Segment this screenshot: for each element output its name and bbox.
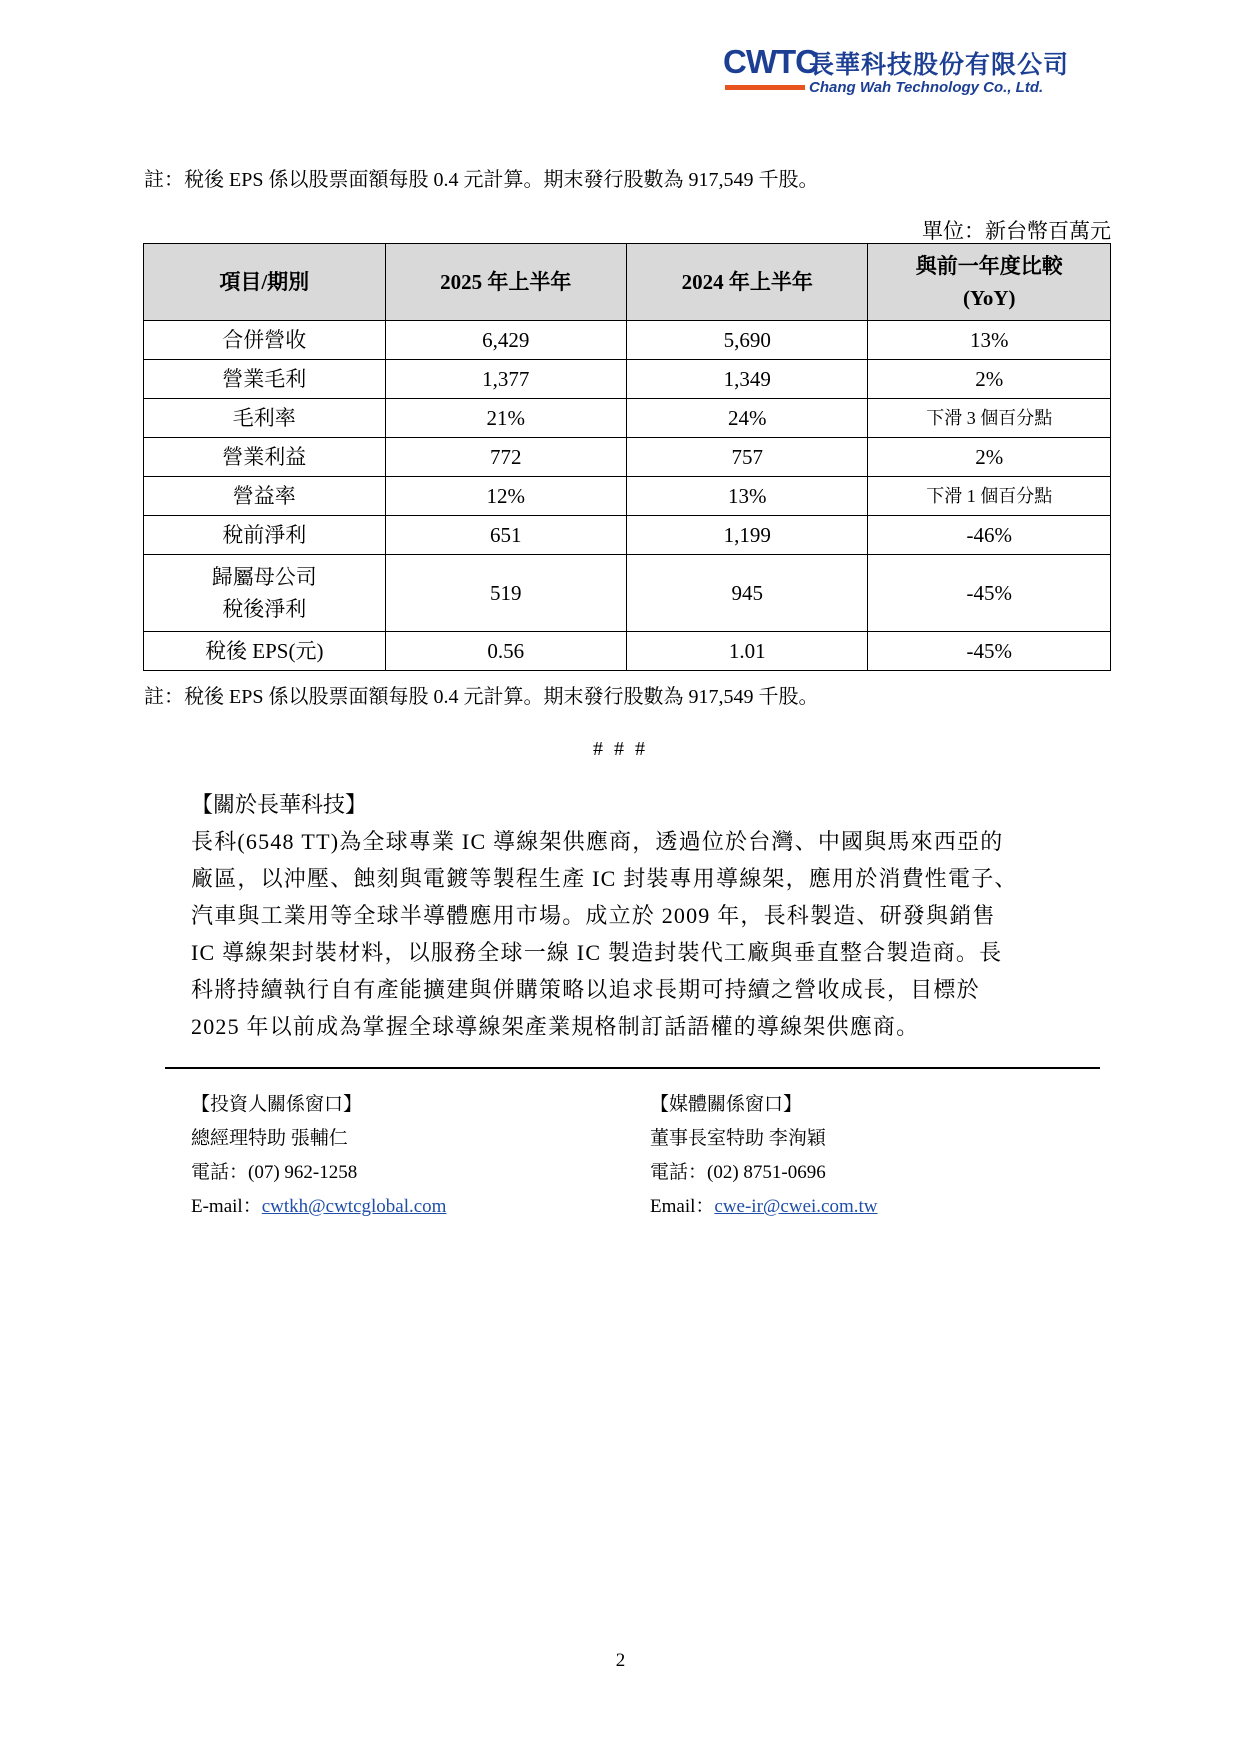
currency-unit: 單位：新台幣百萬元: [922, 219, 1111, 243]
row-2025h1: 651: [385, 516, 626, 555]
about-line: 長科(6548 TT)為全球專業 IC 導線架供應商，透過位於台灣、中國與馬來西亞的: [191, 829, 1004, 854]
row-yoy: 下滑 1 個百分點: [868, 477, 1111, 516]
row-item-line2: 稅後淨利: [222, 597, 307, 621]
media-contact: [650, 1088, 878, 1224]
table-row: [144, 399, 1111, 438]
logo-mark: CWTC: [723, 43, 818, 80]
row-2025h1: 772: [385, 438, 626, 477]
row-2025h1: 6,429: [385, 321, 626, 360]
table-row: [144, 438, 1111, 477]
row-item: 營業利益: [144, 438, 386, 477]
about-line: 汽車與工業用等全球半導體應用市場。成立於 2009 年，長科製造、研發與銷售: [191, 903, 996, 928]
table-header-row: [144, 244, 1111, 321]
investor-contact: [191, 1088, 446, 1224]
investor-contact-title: 【投資人關係窗口】: [191, 1094, 363, 1115]
row-2024h1: 945: [627, 555, 868, 632]
row-yoy: -45%: [868, 555, 1111, 632]
row-item-line1: 歸屬母公司: [211, 565, 317, 589]
eps-note-bottom: 註：稅後 EPS 係以股票面額每股 0.4 元計算。期末發行股數為 917,549 千股。: [144, 686, 819, 708]
page-number: 2: [615, 1650, 626, 1671]
row-item: 稅後 EPS(元): [144, 632, 386, 671]
horizontal-divider: [165, 1067, 1100, 1069]
about-line: 廠區，以沖壓、蝕刻與電鍍等製程生產 IC 封裝專用導線架，應用於消費性電子、: [191, 866, 1018, 891]
row-yoy: 下滑 3 個百分點: [868, 399, 1111, 438]
table-row: [144, 516, 1111, 555]
table-row: [144, 321, 1111, 360]
header-2024h1: 2024 年上半年: [627, 244, 868, 321]
row-yoy: 2%: [868, 360, 1111, 399]
row-2024h1: 24%: [627, 399, 868, 438]
row-item: [144, 555, 386, 632]
company-name-en: Chang Wah Technology Co., Ltd.: [809, 79, 1044, 96]
row-2024h1: 1,199: [627, 516, 868, 555]
header-yoy: [868, 244, 1111, 321]
investor-contact-name: 總經理特助 張輔仁: [191, 1128, 348, 1149]
row-yoy: -46%: [868, 516, 1111, 555]
eps-note-top: 註：稅後 EPS 係以股票面額每股 0.4 元計算。期末發行股數為 917,549 千股。: [144, 169, 819, 191]
financial-table: [143, 243, 1111, 671]
row-2024h1: 1.01: [627, 632, 868, 671]
row-yoy: 13%: [868, 321, 1111, 360]
about-paragraph: [191, 823, 1061, 1045]
investor-email-label: E-mail：: [191, 1196, 262, 1217]
investor-contact-phone: 電話：(07) 962-1258: [191, 1162, 358, 1183]
row-yoy: -45%: [868, 632, 1111, 671]
row-2025h1: 519: [385, 555, 626, 632]
investor-email-link[interactable]: cwtkh@cwtcglobal.com: [261, 1196, 447, 1217]
media-contact-name: 董事長室特助 李洵穎: [650, 1128, 826, 1149]
header-item: 項目/期別: [144, 244, 386, 321]
logo-accent-bar: [725, 85, 805, 90]
media-contact-phone: 電話：(02) 8751-0696: [650, 1162, 826, 1183]
row-2025h1: 0.56: [385, 632, 626, 671]
row-2025h1: 1,377: [385, 360, 626, 399]
table-row: [144, 555, 1111, 632]
table-row: [144, 477, 1111, 516]
media-contact-title: 【媒體關係窗口】: [650, 1094, 803, 1115]
media-email-label: Email：: [650, 1196, 715, 1217]
row-item: 合併營收: [144, 321, 386, 360]
about-line: IC 導線架封裝材料，以服務全球一線 IC 製造封裝代工廠與垂直整合製造商。長: [191, 940, 1003, 965]
about-line: 科將持續執行自有產能擴建與併購策略以追求長期可持續之營收成長，目標於: [191, 977, 980, 1002]
about-line: 2025 年以前成為掌握全球導線架產業規格制訂話語權的導線架供應商。: [191, 1014, 920, 1039]
row-2024h1: 13%: [627, 477, 868, 516]
row-2024h1: 5,690: [627, 321, 868, 360]
company-logo: [723, 41, 1070, 101]
header-yoy-line2: (YoY): [962, 286, 1016, 310]
media-email-link[interactable]: cwe-ir@cwei.com.tw: [714, 1196, 878, 1217]
header-2025h1: 2025 年上半年: [385, 244, 626, 321]
row-2025h1: 21%: [385, 399, 626, 438]
row-yoy: 2%: [868, 438, 1111, 477]
row-item: 營益率: [144, 477, 386, 516]
header-yoy-line1: 與前一年度比較: [915, 254, 1063, 278]
company-name-cn: 長華科技股份有限公司: [809, 50, 1070, 79]
row-item: 營業毛利: [144, 360, 386, 399]
row-2025h1: 12%: [385, 477, 626, 516]
section-separator: # # #: [593, 738, 648, 760]
row-item: 稅前淨利: [144, 516, 386, 555]
row-2024h1: 757: [627, 438, 868, 477]
table-row: [144, 632, 1111, 671]
investor-contact-email-row: [191, 1190, 446, 1224]
media-contact-email-row: [650, 1190, 878, 1224]
table-row: [144, 360, 1111, 399]
row-2024h1: 1,349: [627, 360, 868, 399]
row-item: 毛利率: [144, 399, 386, 438]
about-title: 【關於長華科技】: [191, 792, 368, 817]
